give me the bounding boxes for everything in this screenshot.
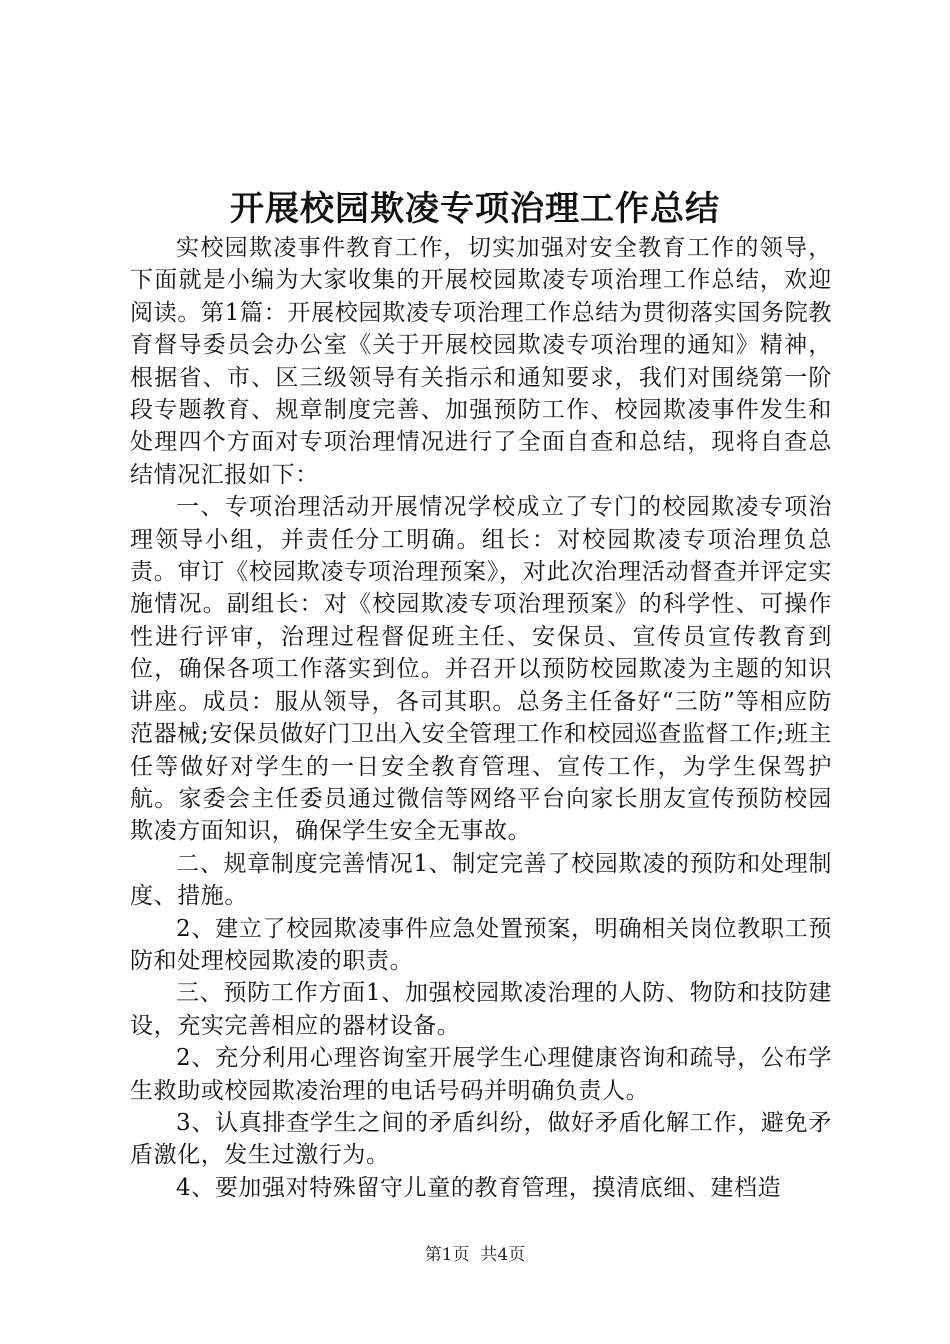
document-title: 开展校园欺凌专项治理工作总结: [230, 189, 720, 229]
paragraph-section-1: 一、专项治理活动开展情况学校成立了专门的校园欺凌专项治理领导小组，并责任分工明确。组长：对校园欺凌专项治理负总责。审订《校园欺凌专项治理预案》，对此次治理活动督查并评定实施情况。副组长：对《校园欺凌专项治理预案》的科学性、可操作性进行评审，治理过程督促班主任、安保员、宣传员宣传教育到位，确保各项工作落实到位。并召开以预防校园欺凌为主题的知识讲座。成员：服从领导，各司其职。总务主任备好“三防”等相应防范器械;安保员做好门卫出入安全管理工作和校园巡查监督工作;班主任等做好对学生的一日安全教育管理、宣传工作，为学生保驾护航。家委会主任委员通过微信等网络平台向家长朋友宣传预防校园欺凌方面知识，确保学生安全无事故。: [130, 494, 832, 845]
paragraph-section-3: 三、预防工作方面1、加强校园欺凌治理的人防、物防和技防建设，充实完善相应的器材设备。: [130, 980, 832, 1039]
paragraph-section-3-item-3: 3、认真排查学生之间的矛盾纠纷，做好矛盾化解工作，避免矛盾激化，发生过激行为。: [130, 1109, 832, 1169]
paragraph-section-2: 二、规章制度完善情况1、制定完善了校园欺凌的预防和处理制度、措施。: [130, 850, 832, 910]
page-footer: [0, 1244, 950, 1266]
paragraph-section-3-item-2: 2、充分利用心理咨询室开展学生心理健康咨询和疏导，公布学生救助或校园欺凌治理的电话号码并明确负责人。: [130, 1045, 832, 1104]
document-body: [130, 232, 832, 1204]
paragraph-section-3-item-4: 4、要加强对特殊留守儿童的教育管理，摸清底细、建档造: [176, 1174, 782, 1201]
paragraph-intro: 实校园欺凌事件教育工作，切实加强对安全教育工作的领导，下面就是小编为大家收集的开展校园欺凌专项治理工作总结，欢迎阅读。第1篇：开展校园欺凌专项治理工作总结为贯彻落实国务院教育督导委员会办公室《关于开展校园欺凌专项治理的通知》精神，根据省、市、区三级领导有关指示和通知要求，我们对围绕第一阶段专题教育、规章制度完善、加强预防工作、校园欺凌事件发生和处理四个方面对专项治理情况进行了全面自查和总结，现将自查总结情况汇报如下：: [130, 235, 832, 488]
page-total: 共4页: [480, 1245, 526, 1265]
page-number: 第1页: [424, 1245, 470, 1265]
paragraph-section-2-item-2: 2、建立了校园欺凌事件应急处置预案，明确相关岗位教职工预防和处理校园欺凌的职责。: [130, 915, 832, 974]
